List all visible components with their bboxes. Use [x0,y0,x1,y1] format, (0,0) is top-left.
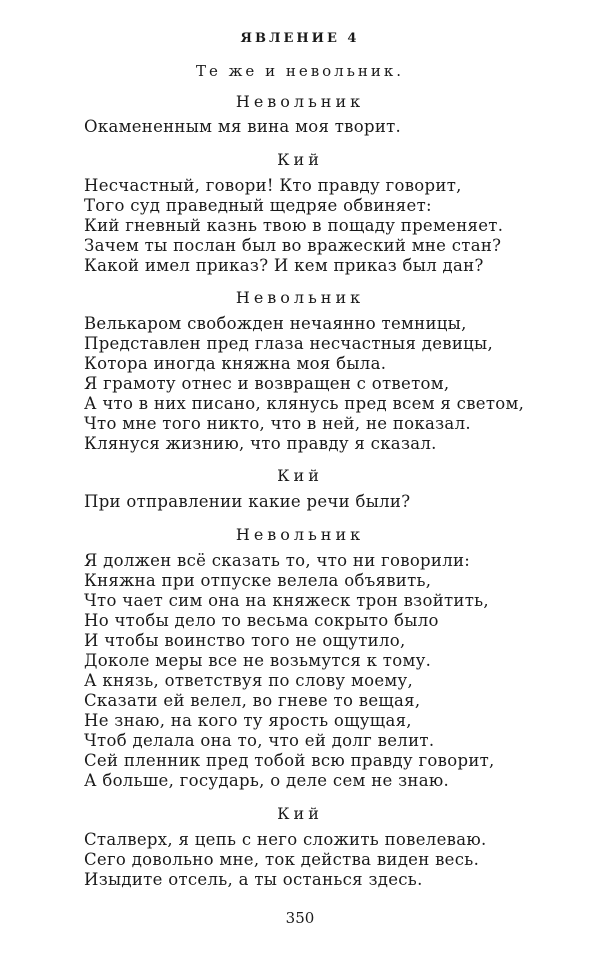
verse-line: Изыдите отсель, а ты останься здесь. [84,870,423,889]
verse-line: Но чтобы дело то весьма сокрыто было [84,611,439,630]
verse-line: И чтобы воинство того не ощутило, [84,631,406,650]
verse-line: Что мне того никто, что в ней, не показал. [84,414,471,433]
verse-line: Сказати ей велел, во гневе то вещая, [84,691,421,710]
act-title: ЯВЛЕНИЕ 4 [240,31,360,46]
verse-line: Котора иногда княжна моя была. [84,354,387,373]
speaker-name: Невольник [235,525,365,544]
verse-line: Того суд праведный щедряе обвиняет: [84,196,432,215]
verse-line: Окамененным мя вина моя творит. [84,117,402,136]
verse-line: Клянуся жизнию, что правду я сказал. [84,434,437,453]
verse-line: Велькаром свобожден нечаянно темницы, [84,314,467,333]
verse-line: А больше, государь, о деле сем не знаю. [84,771,450,790]
verse-line: Представлен пред глаза несчастныя девицы, [84,334,494,353]
verse-line: Несчастный, говори! Кто правду говорит, [84,176,462,195]
speaker-name: Кий [277,804,323,823]
verse-line: При отправлении какие речи были? [84,492,411,511]
verse-line: Чтоб делала она то, что ей долг велит. [84,731,435,750]
verse-line: Сего довольно мне, ток действа виден весь. [84,850,480,869]
verse-line: Что чает сим она на княжеск трон взойтить, [84,591,489,610]
speaker-name: Невольник [235,288,365,307]
verse-line: Зачем ты послан был во вражеский мне стан? [84,236,502,255]
verse-line: Доколе меры все не возьмутся к тому. [84,651,432,670]
stage-direction: Те же и невольник. [195,62,405,80]
verse-line: Какой имел приказ? И кем приказ был дан? [84,256,484,275]
verse-line: Сталверх, я цепь с него сложить повелеваю. [84,830,487,849]
verse-line: Княжна при отпуске велела объявить, [84,571,432,590]
verse-line: Сей пленник пред тобой всю правду говорит, [84,751,495,770]
speaker-name: Невольник [235,92,365,111]
verse-line: Кий гневный казнь твою в пощаду пременяет. [84,216,504,235]
verse-line: А князь, ответствуя по слову моему, [84,671,414,690]
speaker-name: Кий [277,150,323,169]
verse-line: А что в них писано, клянусь пред всем я светом, [84,394,525,413]
verse-line: Не знаю, на кого ту ярость ощущая, [84,711,412,730]
page-number: 350 [285,909,315,927]
speaker-name: Кий [277,466,323,485]
verse-line: Я должен всё сказать то, что ни говорили: [84,551,471,570]
verse-line: Я грамоту отнес и возвращен с ответом, [84,374,450,393]
